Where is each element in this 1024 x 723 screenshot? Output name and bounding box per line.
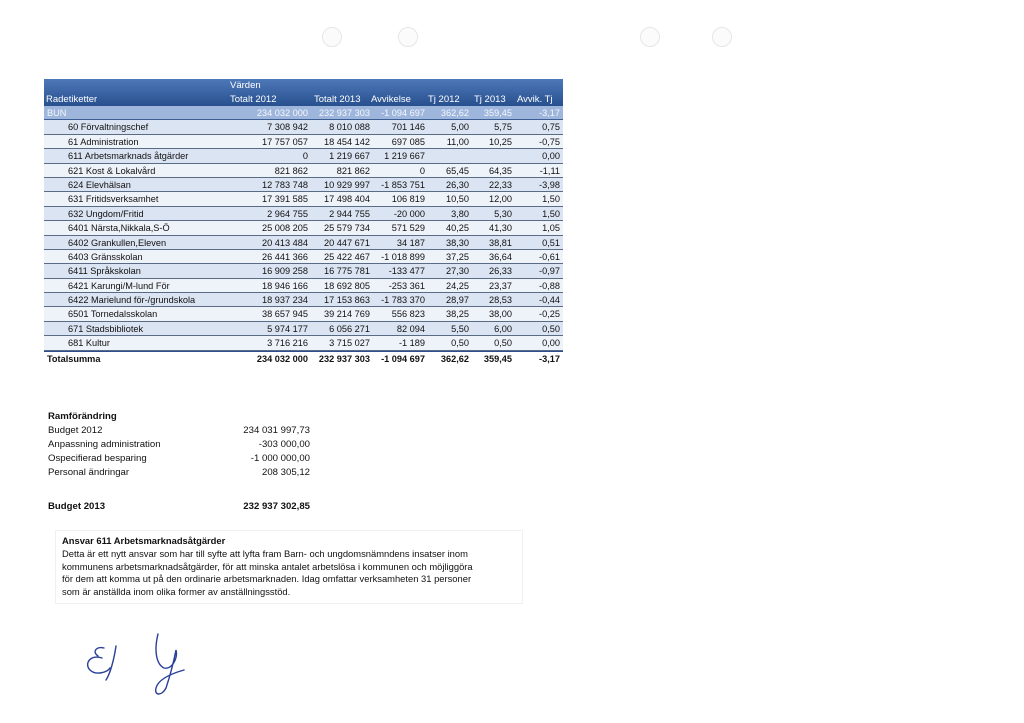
cell-total-2012: 0 <box>302 151 308 162</box>
row-label: 61 Administration <box>68 136 139 147</box>
cell-tj-2013: 64,35 <box>489 165 512 176</box>
cell-total-2012: 16 909 258 <box>262 266 308 277</box>
cell-total-2013: 25 422 467 <box>324 251 370 262</box>
cell-total-2012: 17 391 585 <box>262 194 308 205</box>
row-label: 6402 Grankullen,Eleven <box>68 237 167 248</box>
cell-dev-tj: 0,50 <box>542 323 560 334</box>
cell-dev-tj: -3,98 <box>539 179 560 190</box>
table-row-bun <box>44 106 563 120</box>
cell-tj-2013: 38,00 <box>489 309 512 320</box>
col-total-2012: Totalt 2012 <box>230 94 277 105</box>
frame-change-line <box>48 438 318 452</box>
cell-deviation: -253 361 <box>388 280 425 291</box>
row-label: 6501 Tornedalsskolan <box>68 309 158 320</box>
cell-tj-2013: 41,30 <box>489 223 512 234</box>
cell-deviation: 701 146 <box>391 122 425 133</box>
table-row <box>44 279 563 293</box>
table-row <box>44 236 563 250</box>
pivot-table <box>44 79 563 365</box>
cell-total-2012: 25 008 205 <box>262 223 308 234</box>
cell-dev-tj: -0,97 <box>539 266 560 277</box>
cell-total-2013: 18 454 142 <box>324 136 370 147</box>
frame-change-line <box>48 466 318 480</box>
row-labels-header: Radetiketter <box>46 94 98 105</box>
cell-tj-2013: 10,25 <box>489 136 512 147</box>
row-label: Totalsumma <box>47 353 101 364</box>
budget-2013-value: 232 937 302,85 <box>243 501 310 512</box>
cell-tj-2012: 37,25 <box>446 251 469 262</box>
line-value: 234 031 997,73 <box>243 425 310 436</box>
cell-tj-2012: 38,30 <box>446 237 469 248</box>
cell-deviation: -1 783 370 <box>381 295 425 306</box>
cell-total-2012: 7 308 942 <box>267 122 308 133</box>
cell-tj-2013: 22,33 <box>489 179 512 190</box>
cell-tj-2012: 27,30 <box>446 266 469 277</box>
cell-dev-tj: 1,50 <box>542 208 560 219</box>
frame-change-line <box>48 452 318 466</box>
cell-deviation: 0 <box>419 165 425 176</box>
cell-total-2013: 39 214 769 <box>324 309 370 320</box>
cell-tj-2012: 38,25 <box>446 309 469 320</box>
table-row <box>44 207 563 221</box>
cell-deviation: -133 477 <box>388 266 425 277</box>
cell-tj-2013: 359,45 <box>483 108 512 118</box>
table-row <box>44 164 563 178</box>
budget-2013-label: Budget 2013 <box>48 501 106 512</box>
table-row <box>44 293 563 307</box>
cell-total-2013: 821 862 <box>336 165 370 176</box>
cell-tj-2013: 26,33 <box>489 266 512 277</box>
table-row <box>44 322 563 336</box>
row-label: 624 Elevhälsan <box>68 179 131 190</box>
cell-deviation: 697 085 <box>391 136 425 147</box>
cell-dev-tj: 1,50 <box>542 194 560 205</box>
row-label: 671 Stadsbibliotek <box>68 323 144 334</box>
row-label: 6403 Gränsskolan <box>68 251 143 262</box>
cell-deviation: 556 823 <box>391 309 425 320</box>
cell-tj-2012: 24,25 <box>446 280 469 291</box>
cell-total-2013: 18 692 805 <box>324 280 370 291</box>
cell-deviation: 82 094 <box>396 323 425 334</box>
table-row <box>44 264 563 278</box>
cell-total-2012: 821 862 <box>274 165 308 176</box>
table-header <box>44 79 563 106</box>
punch-hole-icon <box>322 27 342 47</box>
note-line: Detta är ett nytt ansvar som har till syfte att lyfta fram Barn- och ungdomsnämndens insatser inom <box>62 547 468 559</box>
cell-deviation: -1 018 899 <box>381 251 425 262</box>
cell-tj-2012: 5,50 <box>451 323 469 334</box>
table-row <box>44 250 563 264</box>
cell-total-2013: 2 944 755 <box>329 208 370 219</box>
cell-tj-2012: 362,62 <box>440 353 469 364</box>
cell-tj-2012: 26,30 <box>446 179 469 190</box>
cell-total-2012: 18 937 234 <box>262 295 308 306</box>
cell-tj-2012: 28,97 <box>446 295 469 306</box>
table-row <box>44 221 563 235</box>
cell-dev-tj: 0,75 <box>542 122 560 133</box>
note-line: kommunens arbetsmarknadsåtgärder, för att minska antalet arbetslösa i kommunen och möjliggöra <box>62 560 473 572</box>
cell-dev-tj: -0,88 <box>539 280 560 291</box>
table-row <box>44 135 563 149</box>
row-label: 632 Ungdom/Fritid <box>68 208 144 219</box>
cell-deviation: 1 219 667 <box>384 151 425 162</box>
cell-total-2013: 6 056 271 <box>329 323 370 334</box>
cell-tj-2012: 3,80 <box>451 208 469 219</box>
cell-dev-tj: -3,17 <box>539 108 560 118</box>
cell-dev-tj: 0,51 <box>542 237 560 248</box>
cell-deviation: 34 187 <box>396 237 425 248</box>
line-value: 208 305,12 <box>261 467 310 478</box>
cell-tj-2012: 0,50 <box>451 338 469 349</box>
cell-dev-tj: -0,25 <box>539 309 560 320</box>
note-title: Ansvar 611 Arbetsmarknadsåtgärder <box>62 535 226 546</box>
cell-total-2013: 3 715 027 <box>329 338 370 349</box>
table-row <box>44 178 563 192</box>
cell-deviation: -1 189 <box>398 338 425 349</box>
cell-tj-2013: 6,00 <box>494 323 512 334</box>
line-label: Personal ändringar <box>48 467 130 478</box>
cell-dev-tj: 1,05 <box>542 223 560 234</box>
budget-2013-line <box>48 500 318 514</box>
cell-total-2012: 18 946 166 <box>262 280 308 291</box>
table-row <box>44 307 563 321</box>
line-label: Anpassning administration <box>48 439 161 450</box>
signature-icon <box>80 630 200 700</box>
row-label: 60 Förvaltningschef <box>68 122 149 133</box>
cell-total-2012: 17 757 057 <box>262 136 308 147</box>
line-value: -303 000,00 <box>258 439 310 450</box>
line-value: -1 000 000,00 <box>250 453 310 464</box>
cell-total-2012: 3 716 216 <box>267 338 308 349</box>
line-label: Budget 2012 <box>48 425 103 436</box>
cell-total-2012: 12 783 748 <box>262 179 308 190</box>
row-label: 6411 Språkskolan <box>68 266 141 277</box>
cell-deviation: -20 000 <box>393 208 425 219</box>
col-dev-tj: Avvik. Tj <box>517 94 553 105</box>
cell-tj-2013: 359,45 <box>483 353 512 364</box>
cell-tj-2013: 0,50 <box>494 338 512 349</box>
row-label: 621 Kost & Lokalvård <box>68 165 156 176</box>
table-row <box>44 192 563 206</box>
cell-tj-2012: 40,25 <box>446 223 469 234</box>
table-row <box>44 120 563 134</box>
values-label: Värden <box>230 80 261 91</box>
table-row <box>44 149 563 163</box>
table-row <box>44 336 563 350</box>
cell-total-2012: 38 657 945 <box>262 309 308 320</box>
cell-dev-tj: -0,44 <box>539 295 560 306</box>
col-deviation: Avvikelse <box>371 94 411 105</box>
col-tj-2013: Tj 2013 <box>474 94 506 105</box>
note-line: som är anställda inom olika former av anställningsstöd. <box>62 586 291 598</box>
frame-change-section <box>48 410 318 514</box>
row-label: 6421 Karungi/M-lund För <box>68 280 170 291</box>
row-label: 631 Fritidsverksamhet <box>68 194 159 205</box>
cell-total-2013: 232 937 303 <box>318 353 370 364</box>
cell-deviation: 571 529 <box>391 223 425 234</box>
col-total-2013: Totalt 2013 <box>314 94 361 105</box>
cell-total-2012: 20 413 484 <box>262 237 308 248</box>
cell-deviation: -1 853 751 <box>381 179 425 190</box>
col-tj-2012: Tj 2012 <box>428 94 460 105</box>
cell-tj-2013: 12,00 <box>489 194 512 205</box>
cell-total-2013: 25 579 734 <box>324 223 370 234</box>
frame-change-heading: Ramförändring <box>48 411 117 422</box>
cell-total-2012: 26 441 366 <box>262 251 308 262</box>
cell-tj-2013: 5,75 <box>494 122 512 133</box>
cell-total-2013: 1 219 667 <box>329 151 370 162</box>
cell-total-2013: 16 775 781 <box>324 266 370 277</box>
cell-total-2013: 20 447 671 <box>324 237 370 248</box>
cell-dev-tj: -1,11 <box>539 165 560 176</box>
cell-tj-2012: 10,50 <box>446 194 469 205</box>
cell-tj-2012: 11,00 <box>446 136 469 147</box>
cell-tj-2013: 36,64 <box>489 251 512 262</box>
punch-hole-icon <box>398 27 418 47</box>
punch-hole-icon <box>640 27 660 47</box>
cell-dev-tj: -3,17 <box>539 353 560 364</box>
cell-total-2012: 234 032 000 <box>256 108 308 118</box>
row-label: BUN <box>47 108 67 118</box>
spacer <box>48 480 318 500</box>
cell-tj-2013: 28,53 <box>489 295 512 306</box>
cell-total-2013: 17 153 863 <box>324 295 370 306</box>
row-label: 611 Arbetsmarknads åtgärder <box>68 151 189 162</box>
cell-deviation: -1 094 697 <box>381 353 425 364</box>
cell-total-2012: 234 032 000 <box>256 353 308 364</box>
punch-hole-icon <box>712 27 732 47</box>
row-label: 6422 Marielund för-/grundskola <box>68 295 196 306</box>
note-line: för dem att komma ut på den ordinarie arbetsmarknaden. Idag omfattar verksamheten 31 personer <box>62 573 472 585</box>
cell-tj-2013: 5,30 <box>494 208 512 219</box>
responsibility-note <box>55 530 523 604</box>
cell-total-2013: 8 010 088 <box>329 122 370 133</box>
cell-total-2013: 10 929 997 <box>324 179 370 190</box>
cell-dev-tj: 0,00 <box>542 151 560 162</box>
cell-tj-2012: 362,62 <box>440 108 469 118</box>
cell-total-2012: 2 964 755 <box>267 208 308 219</box>
cell-tj-2012: 5,00 <box>451 122 469 133</box>
row-label: 681 Kultur <box>68 338 110 349</box>
cell-deviation: -1 094 697 <box>381 108 425 118</box>
cell-tj-2013: 38,81 <box>489 237 512 248</box>
cell-total-2012: 5 974 177 <box>267 323 308 334</box>
cell-dev-tj: -0,61 <box>539 251 560 262</box>
table-row-total <box>44 351 563 365</box>
cell-total-2013: 232 937 303 <box>318 108 370 118</box>
line-label: Ospecifierad besparing <box>48 453 147 464</box>
cell-dev-tj: 0,00 <box>542 338 560 349</box>
cell-deviation: 106 819 <box>391 194 425 205</box>
cell-dev-tj: -0,75 <box>539 136 560 147</box>
cell-tj-2012: 65,45 <box>446 165 469 176</box>
frame-change-line <box>48 424 318 438</box>
cell-total-2013: 17 498 404 <box>324 194 370 205</box>
cell-tj-2013: 23,37 <box>489 280 512 291</box>
row-label: 6401 Närsta,Nikkala,S-Ö <box>68 223 170 234</box>
